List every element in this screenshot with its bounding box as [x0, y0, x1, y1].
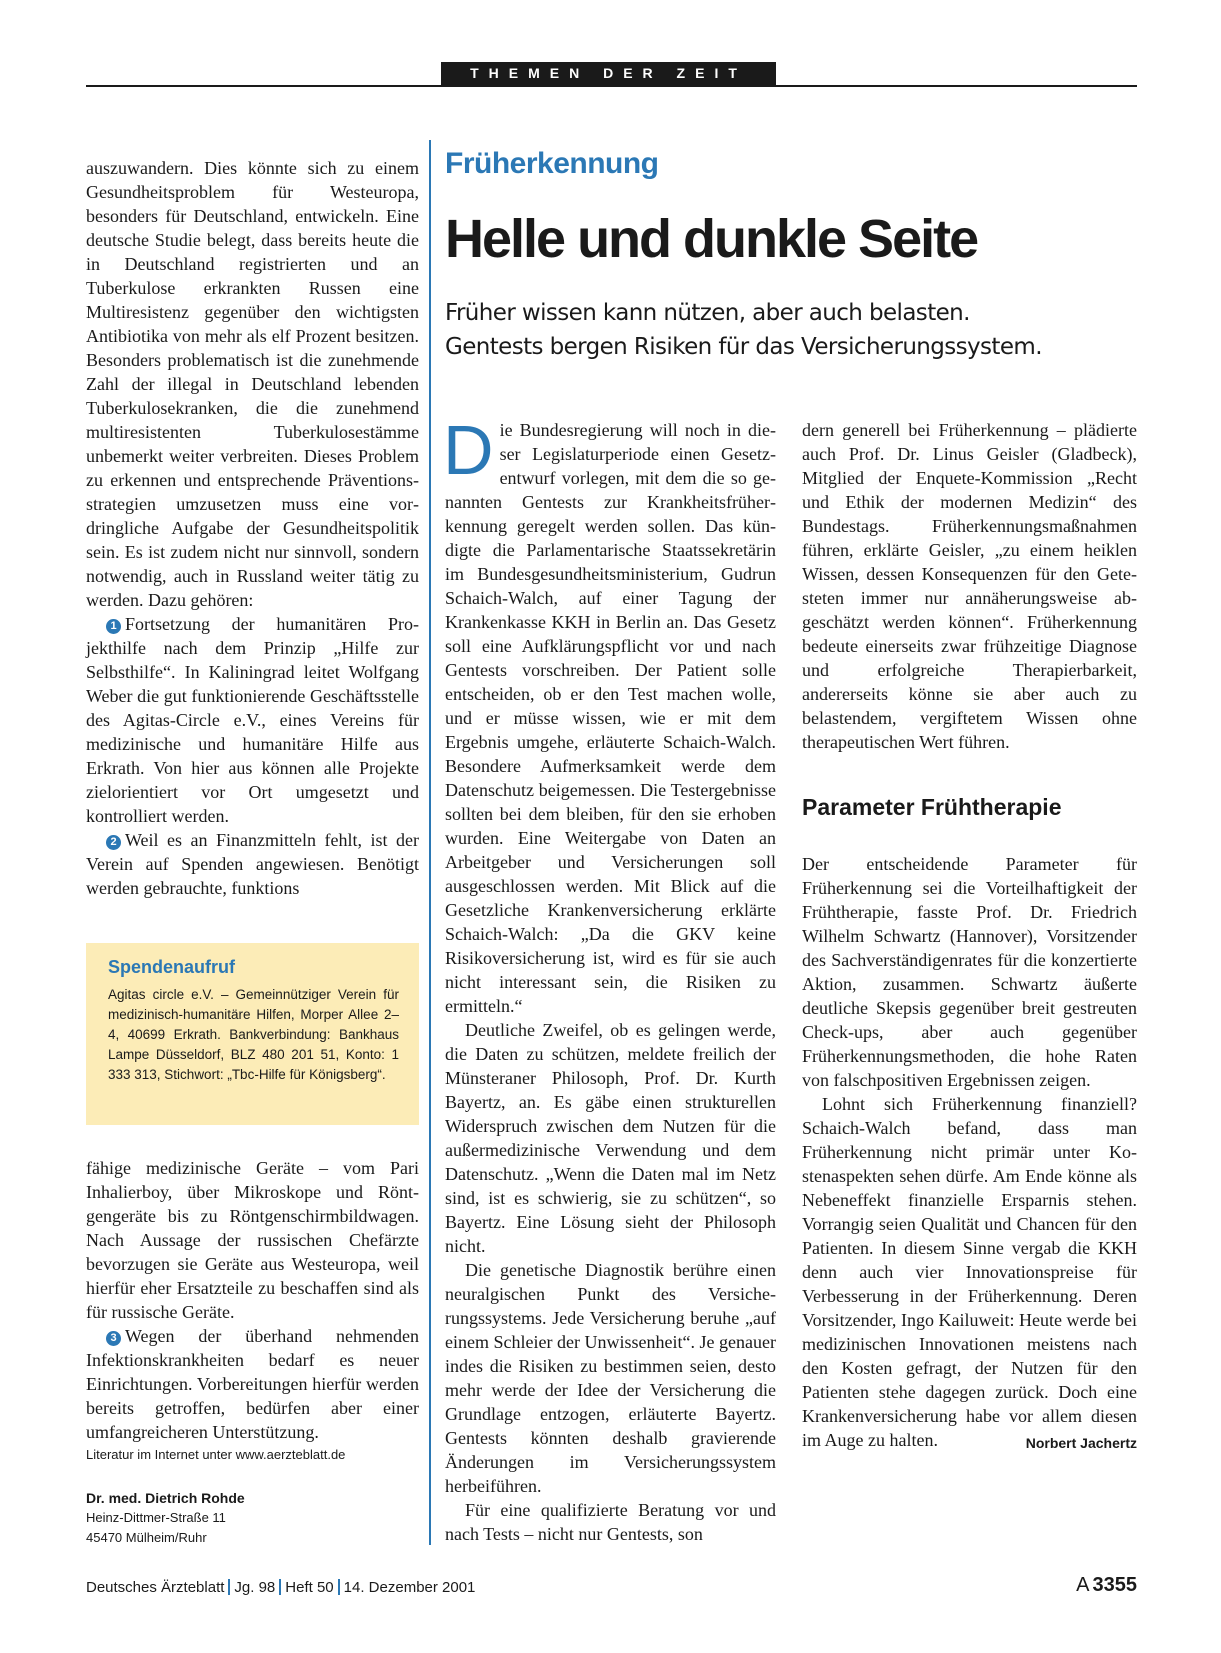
literature-note: Literatur im Internet unter www.aerzteblatt.de [86, 1447, 346, 1462]
left-column-top [86, 156, 419, 900]
header-rule [86, 85, 1137, 87]
bullet-number-icon: 2 [106, 835, 121, 850]
footer-citation [86, 1579, 475, 1596]
left-paragraph-5-text: Wegen der überhand nehmenden Infektionskrankheiten bedarf es neuer Einrichtungen. Vorbereitungen hierfür werden bereits getroffen, bedürfen aber einer umfangreicheren Unterstützung. [86, 1326, 419, 1442]
middle-paragraph-1 [443, 411, 776, 1018]
dek-line-1: Früher wissen kann nützen, aber auch belasten. [445, 300, 970, 326]
footer-volume: Jg. 98 [234, 1579, 276, 1596]
subheading: Parameter Frühtherapie [802, 794, 1062, 820]
middle-paragraph-3: Die genetische Diagnostik berühre einen neuralgischen Punkt des Versicherungssystems. Jede Versicherung beruhe „auf einem Schleier der Unwissenheit“. Je genauer indes die Risiken zu bestimmen seien, desto mehr werde der Idee der Versicherung die Grundlage entzogen, erläuterte Bayertz. Gentests könnten deshalb gravierende Änderungen im Versicherungssystem herbeiführen. [445, 1260, 776, 1496]
right-paragraph-3 [802, 1092, 1137, 1452]
footer-date: 14. Dezember 2001 [343, 1579, 476, 1596]
right-column [802, 418, 1137, 1455]
author-street: Heinz-Dittmer-Straße 11 [86, 1510, 226, 1525]
middle-paragraph-2: Deutliche Zweifel, ob es gelingen werde, die Daten zu schützen, meldete freilich der Münsteraner Philosoph, Prof. Dr. Kurth Bayertz, an. Es gäbe einen strukturellen Widerspruch zwischen dem Nutzen für die außermedizinische Verwendung und dem Datenschutz. „Wenn die Daten mal im Netz sind, ist es schwierig, sie zu schützen“, so Bayertz. Eine Lösung sieht der Philosoph nicht. [445, 1020, 776, 1256]
left-paragraph-3-text: Weil es an Finanzmitteln fehlt, ist der Verein auf Spenden angewiesen. Benötigt werden gebrauchte, funktions [86, 830, 419, 898]
left-paragraph-3 [86, 828, 419, 900]
page-number [1050, 1574, 1137, 1597]
middle-column [443, 411, 776, 1546]
right-paragraph-1: dern generell bei Früherkennung – plädierte auch Prof. Dr. Linus Geisler (Gladbeck), Mitglied der Enquete-Kommission „Recht und Ethik der modernen Medizin“ des Bundestags. Früherkennungsmaßnahmen führen, erklärte Geisler, „zu einem heiklen Wissen, dessen Konsequenzen für den Getesteten immer nur annäherungsweise abgeschätzt werden können“. Früherkennung bedeute einerseits zwar frühzeitige Diagnose und erfolgreiche Therapierbarkeit, andererseits könne sie aber auch zu belastendem, vergiftetem Wissen ohne therapeutischen Wert führen. [802, 420, 1137, 752]
left-paragraph-1: auszuwandern. Dies könnte sich zu einem Gesundheitsproblem für Westeuropa, besonders für Deutschland, entwickeln. Eine deutsche Studie belegt, dass bereits heute die in Deutschland registrierten und an Tuberkulose erkrankten Russen eine Multiresistenz gegenüber den wichtigsten Antibiotika von mehr als elf Prozent besitzen. Besonders problematisch ist die zunehmende Zahl der illegal in Deutschland lebenden Tuberkulosekranken, die die zunehmend multiresistenten Tuberkulosestämme unbemerkt weiter verbreiten. Dieses Problem zu erkennen und entsprechende Präventionsstrategien umzusetzen muss eine vordringliche Aufgabe der Gesundheitspolitik sein. Es ist zudem nicht nur sinnvoll, sondern notwendig, auch in Russland weiter tätig zu werden. Dazu gehören: [86, 158, 419, 610]
bullet-number-icon: 1 [106, 619, 121, 634]
section-label: THEMEN DER ZEIT [441, 62, 776, 85]
dek-line-2: Gentests bergen Risiken für das Versicherungssystem. [445, 334, 1042, 360]
author-city: 45470 Mülheim/Ruhr [86, 1530, 207, 1545]
column-divider [429, 140, 431, 1545]
footer-issue: Heft 50 [285, 1579, 334, 1596]
article-headline: Helle und dunkle Seite [445, 209, 978, 269]
left-paragraph-5 [86, 1324, 419, 1444]
left-paragraph-2-text: Fortsetzung der humanitären Projekthilfe nach dem Prinzip „Hilfe zur Selbsthilfe“. In Kaliningrad leitet Wolfgang Weber die gut funktionierende Geschäftsstelle des Agitas-Circle e.V., eines Vereins für medizinische und humanitäre Hilfe aus Erkrath. Von hier aus können alle Projekte zielorientiert vor Ort umgesetzt und kontrolliert werden. [86, 614, 419, 826]
author-name: Dr. med. Dietrich Rohde [86, 1490, 245, 1506]
left-paragraph-2 [86, 612, 419, 828]
right-paragraph-3-text: Lohnt sich Früherkennung finanziell? Schaich-Walch befand, dass man Früherkennung nicht primär unter Kostenaspekten sehen dürfe. Am Ende könne als Nebeneffekt finanzielle Ersparnis stehen. Vorrangig seien Qualität und Chancen für den Patienten. In diesem Sinne vergab die KKH denn auch vier Innovationspreise für Verbesserung in der Früherkennung. Deren Vorsitzender, Ingo Kailuweit: Heute werde bei medizinischen Innovationen meistens nach den Kosten gefragt, der Nutzen für den Patienten stehe dagegen zurück. Doch eine Krankenversicherung habe vor allem diesen im Auge zu halten. [802, 1094, 1137, 1450]
drop-cap: D [443, 411, 494, 489]
footer-separator [279, 1579, 281, 1595]
article-byline: Norbert Jachertz [1025, 1435, 1137, 1451]
footer-journal: Deutsches Ärzteblatt [86, 1579, 225, 1596]
right-paragraph-2: Der entscheidende Parameter für Früherkennung sei die Vorteilhaftigkeit der Frühtherapie, fasste Prof. Dr. Friedrich Wilhelm Schwartz (Hannover), Vorsitzender des Sachverständigenrates für die konzertierte Aktion, zusammen. Schwartz äußerte deutliche Skepsis gegenüber breit gestreuten Check-ups, aber auch gegenüber Früherkennungsmethoden, die hohe Raten von falschpositiven Ergebnissen zeigen. [802, 854, 1137, 1090]
article-dek [445, 296, 1042, 364]
donation-box [86, 943, 419, 1125]
middle-paragraph-4: Für eine qualifizierte Beratung vor und nach Tests – nicht nur Gentests, son [445, 1500, 776, 1544]
article-kicker: Früherkennung [445, 147, 659, 180]
donation-title: Spendenaufruf [108, 957, 236, 977]
donation-text: Agitas circle e.V. – Gemeinnütziger Verein für medizinisch-humanitäre Hilfen, Morper Allee 2–4, 40699 Erkrath. Bankverbindung: Bankhaus Lampe Düsseldorf, BLZ 480 201 51, Konto: 1 333 313, Stichwort: „Tbc-Hilfe für Königsberg“. [108, 987, 399, 1082]
footer-separator [338, 1579, 340, 1595]
left-paragraph-4: fähige medizinische Geräte – vom Pari Inhalierboy, über Mikroskope und Röntgengeräte bis zu Röntgenschirmbildwagen. Nach Aussage der russischen Chefärzte bevorzugen sie Geräte aus Westeuropa, weil hierfür eher Ersatzteile zu beschaffen sind als für russische Geräte. [86, 1158, 419, 1322]
left-column-bottom [86, 1156, 419, 1444]
author-address [86, 1488, 245, 1548]
footer-separator [228, 1579, 230, 1595]
middle-paragraph-1-text: ie Bundesregierung will noch in dieser Legislaturperiode einen Gesetzentwurf vorlegen, mit dem die so genannten Gentests zur Krankheitsfrüherkennung geregelt werden sollen. Das kündigte die Parlamentarische Staatssekretärin im Bundesgesundheitsministerium, Gudrun Schaich-Walch, auf einer Tagung der Krankenkasse KKH in Berlin an. Das Gesetz soll eine Aufklärungspflicht vor und nach Gentests vorschreiben. Der Patient solle entscheiden, ob er den Test machen wolle, und er müsse wissen, wie er mit dem Ergebnis umgehe, erläuterte Schaich-Walch. Besondere Aufmerksamkeit werde dem Datenschutz beigemessen. Die Testergebnisse sollten bei dem bleiben, für den sie erhoben wurden. Eine Weitergabe von Daten an Arbeitgeber und Versicherungen soll ausgeschlossen werden. Mit Blick auf die Gesetzliche Krankenversicherung erklärte Schaich-Walch: „Da die GKV keine Risikoversicherung ist, wird es für sie auch nicht interessant sein, die Risiken zu ermitteln.“ [445, 420, 776, 1016]
page-prefix: A [1076, 1574, 1090, 1596]
page-number-value: 3355 [1092, 1574, 1137, 1596]
bullet-number-icon: 3 [106, 1331, 121, 1346]
